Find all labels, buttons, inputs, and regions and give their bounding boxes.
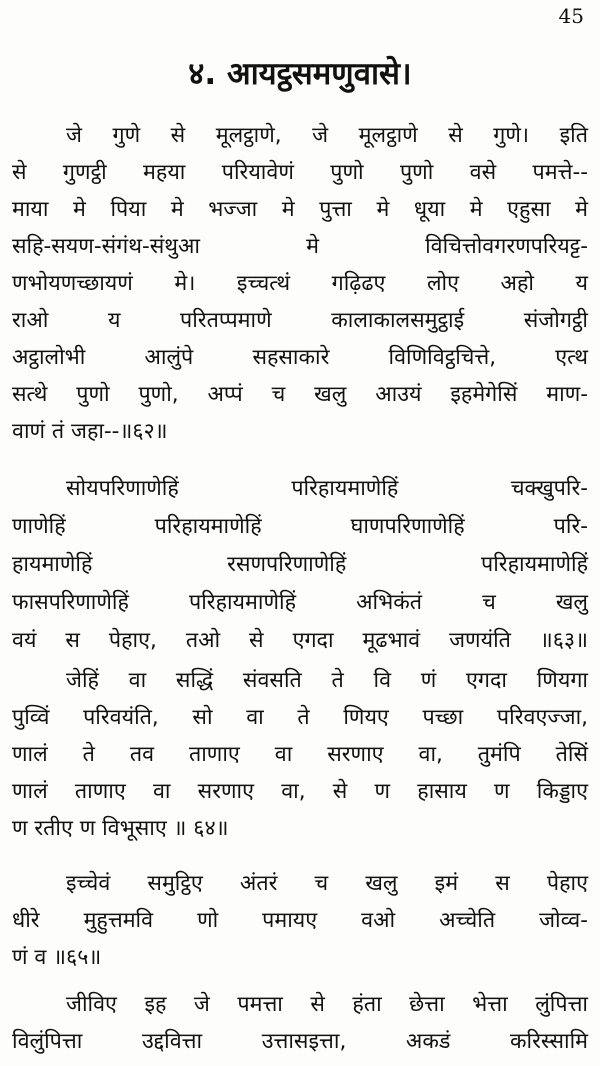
text-line: सोयपरिणाणेहिं परिहायमाणेहिं चक्खुपरि- (66, 476, 588, 501)
text-line: जेहिं वा सद्धिं संवसति ते वि णं एगदा णियगा (66, 668, 588, 693)
text-line: णालं ताणाए वा सरणाए वा, से ण हासाय ण किड्डाए (12, 779, 588, 804)
text-line: माया मे पिया मे भज्जा मे पुत्ता मे धूया मे एहुसा मे (12, 197, 588, 222)
text-line: अट्ठालोभी आलुंपे सहसाकारे विणिविट्ठचित्ते, एत्थ (12, 345, 588, 370)
text-line: वयं स पेहाए, तओ से एगदा मूढभावं जणयंति ॥६३॥ (12, 628, 588, 653)
text-line: फासपरिणाणेहिं परिहायमाणेहिं अभिकंतं च खलु (12, 590, 588, 615)
chapter-heading: ४. आयट्ठसमणुवासे। (188, 56, 412, 92)
text-line: जीविए इह जे पमत्ता से हंता छेत्ता भेत्ता लुंपित्ता (66, 992, 588, 1017)
text-line: णभोयणच्छायणं मे। इच्चत्थं गढ़िढए लोए अहो य (12, 271, 588, 296)
page-number: 45 (558, 4, 584, 28)
text-line: णालं ते तव ताणाए वा सरणाए वा, तुमंपि तेसिं (12, 742, 588, 767)
text-line: ण रतीए ण विभूसाए ॥ ६४॥ (12, 816, 229, 841)
text-line: पुव्विं परिवयंति, सो वा ते णियए पच्छा परिवएज्जा, (12, 705, 588, 730)
text-line: वाणं तं जहा--॥६२॥ (12, 419, 168, 444)
text-line: णाणेहिं परिहायमाणेहिं घाणपरिणाणेहिं परि- (12, 514, 588, 539)
text-line: जे गुणे से मूलट्ठाणे, जे मूलट्ठाणे से गुणे। इति (66, 123, 588, 148)
text-line: से गुणट्ठी महया परियावेणं पुणो पुणो वसे पमत्ते-- (12, 160, 588, 185)
text-line: सहि-सयण-संगंथ-संथुआ मे विचित्तोवगरणपरियट्ट- (12, 234, 588, 259)
text-line: राओ य परितप्पमाणे कालाकालसमुट्ठाई संजोगट्ठी (12, 308, 589, 333)
text-line: इच्चेवं समुट्ठिए अंतरं च खलु इमं स पेहाए (66, 871, 588, 896)
text-line: धीरे मुहुत्तमवि णो पमायए वओ अच्चेति जोव्व- (12, 908, 588, 933)
text-line: सत्थे पुणो पुणो, अप्पं च खलु आउयं इहमेगेसिं माण- (12, 382, 588, 407)
text-line: विलुंपित्ता उद्दवित्ता उत्तासइत्ता, अकडं करिस्सामि (12, 1029, 588, 1054)
text-line: णं व ॥६५॥ (12, 945, 102, 970)
text-line: हायमाणेहिं रसणपरिणाणेहिं परिहायमाणेहिं (12, 552, 588, 577)
